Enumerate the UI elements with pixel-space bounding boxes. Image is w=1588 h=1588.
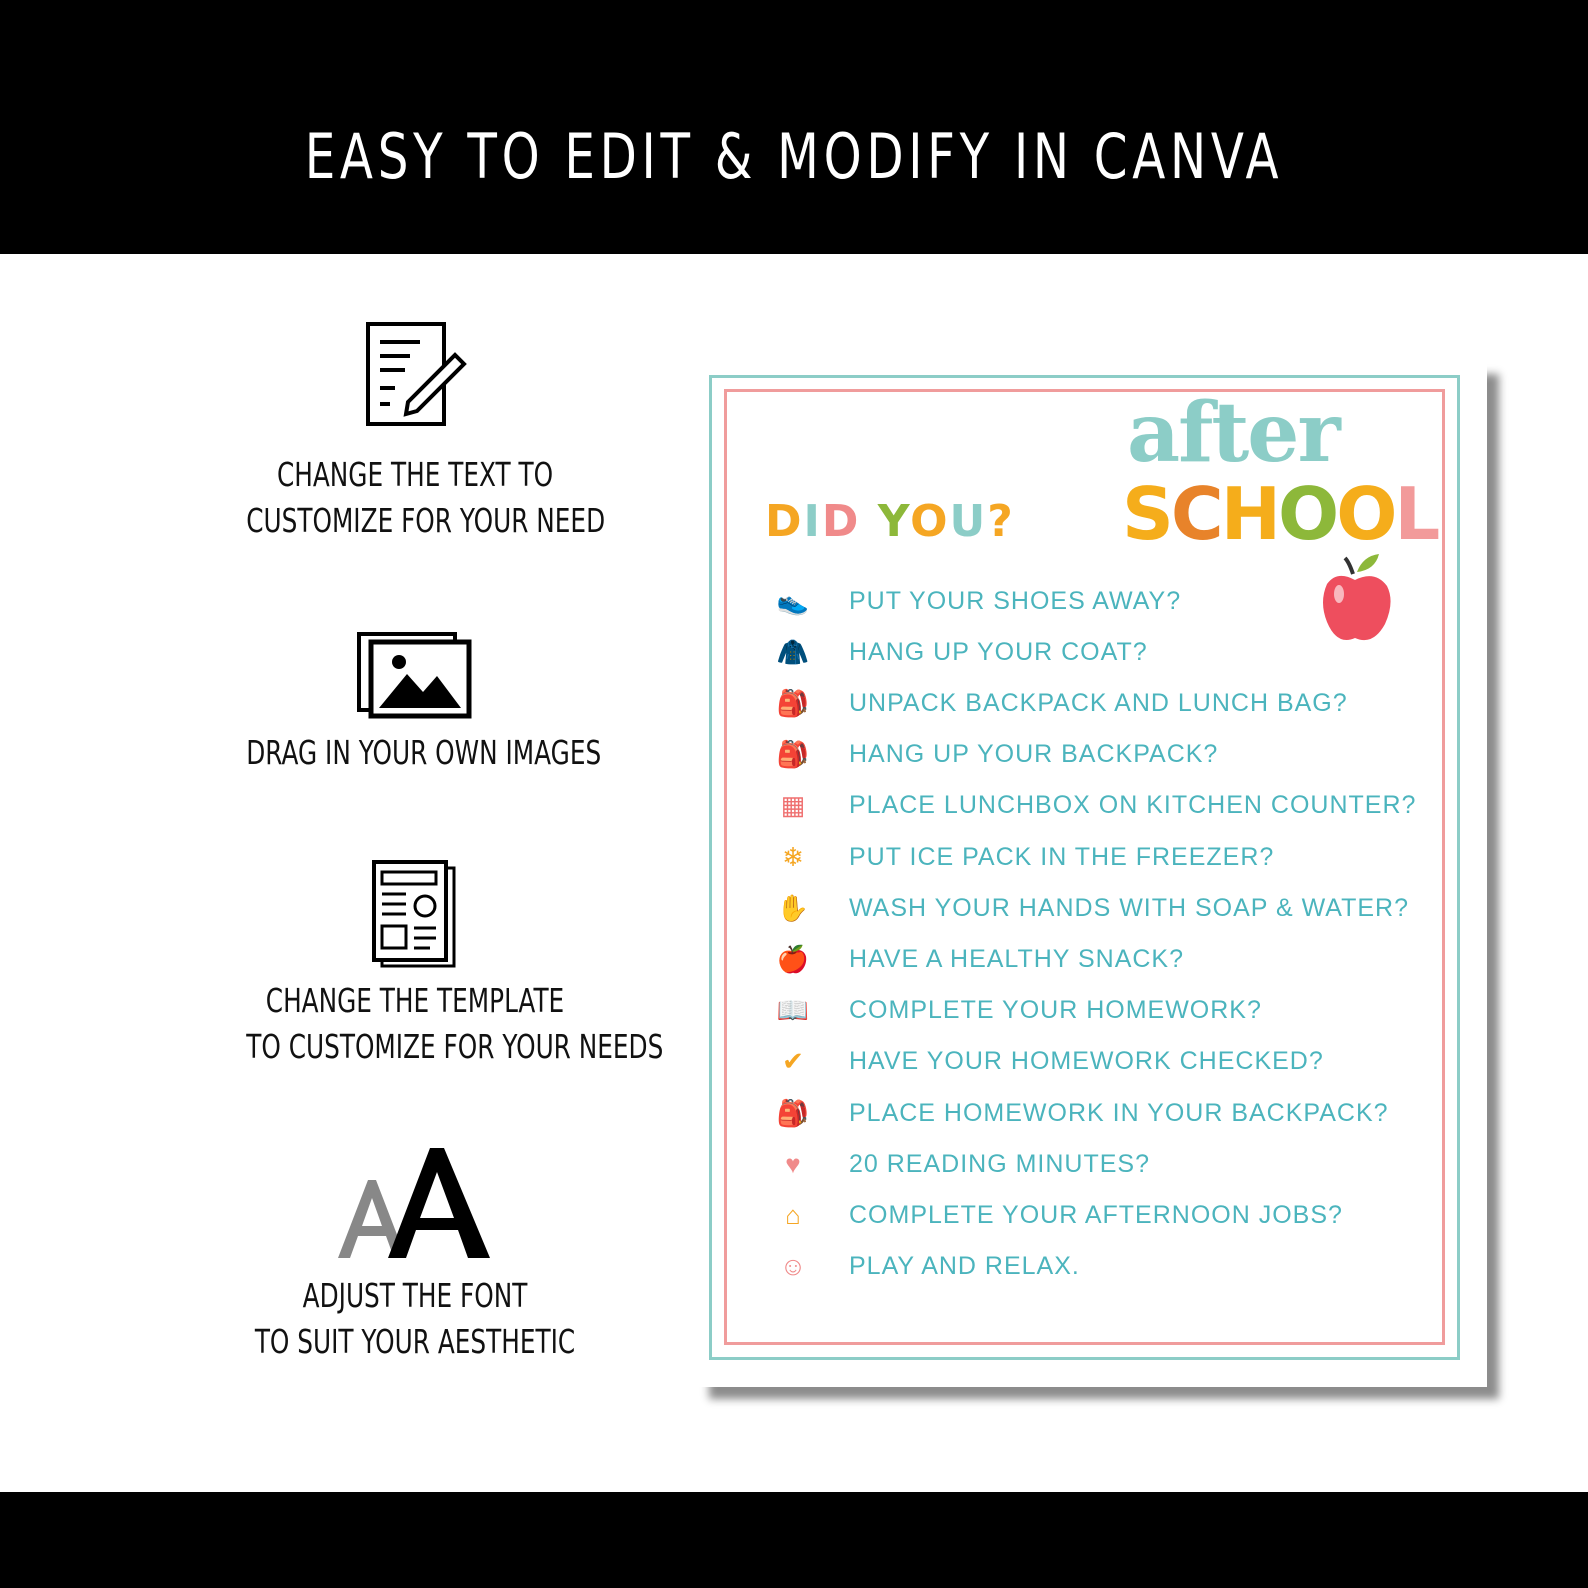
checklist-item-text: PLACE LUNCHBOX ON KITCHEN COUNTER? <box>849 791 1417 820</box>
lunchbox-icon: ▦ <box>780 790 806 821</box>
house-icon: ⌂ <box>785 1199 801 1230</box>
hands-washing-icon: ✋ <box>776 892 810 923</box>
checklist-item <box>767 837 1274 877</box>
font-icon <box>330 1140 500 1265</box>
checklist-item-text: COMPLETE YOUR HOMEWORK? <box>849 996 1262 1025</box>
backpack-icon: 🎒 <box>776 739 810 770</box>
did-you-letter: I <box>803 496 822 547</box>
checklist-item-text: PLACE HOMEWORK IN YOUR BACKPACK? <box>849 1098 1389 1127</box>
checklist-item-text: HANG UP YOUR BACKPACK? <box>849 740 1219 769</box>
poster-preview <box>697 362 1487 1387</box>
feature-change-text <box>190 320 640 544</box>
school-letter: O <box>1277 472 1337 556</box>
did-you-letter: O <box>910 496 950 547</box>
checklist-item-text: PUT YOUR SHOES AWAY? <box>849 586 1182 615</box>
did-you-letter: ? <box>987 496 1015 547</box>
school-letter: L <box>1394 472 1438 556</box>
did-you-heading <box>765 497 1015 547</box>
checklist-item-text: 20 READING MINUTES? <box>849 1149 1151 1178</box>
school-letter: C <box>1170 472 1221 556</box>
school-letter: H <box>1220 472 1278 556</box>
backpack-icon: 🎒 <box>776 1097 810 1128</box>
checklist-item <box>767 735 1218 775</box>
checkmark-icon: ✔ <box>782 1046 804 1077</box>
coat-icon: 🧥 <box>776 636 810 667</box>
checklist-item <box>767 1144 1150 1184</box>
did-you-letter: Y <box>877 496 911 547</box>
feature-label: CUSTOMIZE FOR YOUR NEED <box>246 501 606 540</box>
school-letter: S <box>1122 472 1171 556</box>
school-letter: O <box>1336 472 1395 556</box>
checklist-item <box>767 683 1348 723</box>
checklist-item-text: HANG UP YOUR COAT? <box>849 637 1148 666</box>
checklist-item-text: PLAY AND RELAX. <box>849 1252 1080 1281</box>
checklist-item <box>767 888 1409 928</box>
checklist-item-text: UNPACK BACKPACK AND LUNCH BAG? <box>849 688 1348 717</box>
checklist-item <box>767 991 1262 1031</box>
homework-icon: 📖 <box>776 995 810 1026</box>
checklist-item <box>767 632 1148 672</box>
checklist-item <box>767 1093 1389 1133</box>
feature-label: TO CUSTOMIZE FOR YOUR NEEDS <box>246 1027 664 1066</box>
snowflake-icon: ❄ <box>782 841 804 872</box>
apple-icon <box>1319 552 1399 647</box>
did-you-letter <box>860 496 877 547</box>
footer-bar <box>0 1492 1588 1588</box>
feature-template <box>190 860 664 1070</box>
feature-font <box>190 1140 640 1365</box>
did-you-letter: U <box>949 496 988 547</box>
feature-label: TO SUIT YOUR AESTHETIC <box>254 1322 576 1361</box>
checklist-item-text: WASH YOUR HANDS WITH SOAP & WATER? <box>849 893 1409 922</box>
checklist-item-text: COMPLETE YOUR AFTERNOON JOBS? <box>849 1200 1343 1229</box>
images-icon <box>355 630 475 720</box>
checklist-item <box>767 786 1416 826</box>
checklist-item <box>767 1247 1080 1287</box>
school-heading <box>1122 472 1438 556</box>
shoe-icon: 👟 <box>776 585 810 616</box>
did-you-letter: D <box>821 496 861 547</box>
document-edit-icon <box>360 320 470 430</box>
checklist-item-text: HAVE YOUR HOMEWORK CHECKED? <box>849 1047 1324 1076</box>
feature-label: CHANGE THE TEXT TO <box>276 455 554 494</box>
smiley-icon: ☺ <box>779 1251 807 1282</box>
feature-label: ADJUST THE FONT <box>302 1276 528 1315</box>
checklist-item <box>767 1195 1343 1235</box>
feature-images <box>190 630 640 776</box>
page-title: EASY TO EDIT & MODIFY IN CANVA <box>304 120 1284 193</box>
checklist-item <box>767 581 1181 621</box>
feature-label: DRAG IN YOUR OWN IMAGES <box>246 733 602 772</box>
did-you-letter: D <box>765 496 804 547</box>
book-heart-icon: ♥ <box>785 1148 801 1179</box>
checklist-item <box>767 939 1184 979</box>
feature-label: CHANGE THE TEMPLATE <box>265 981 565 1020</box>
checklist-item <box>767 1042 1324 1082</box>
after-heading: after <box>1127 385 1339 481</box>
backpack-icon: 🎒 <box>776 687 810 718</box>
template-icon <box>370 860 460 970</box>
snack-icon: 🍎 <box>776 943 810 974</box>
checklist-item-text: HAVE A HEALTHY SNACK? <box>849 944 1185 973</box>
checklist-item-text: PUT ICE PACK IN THE FREEZER? <box>849 842 1275 871</box>
